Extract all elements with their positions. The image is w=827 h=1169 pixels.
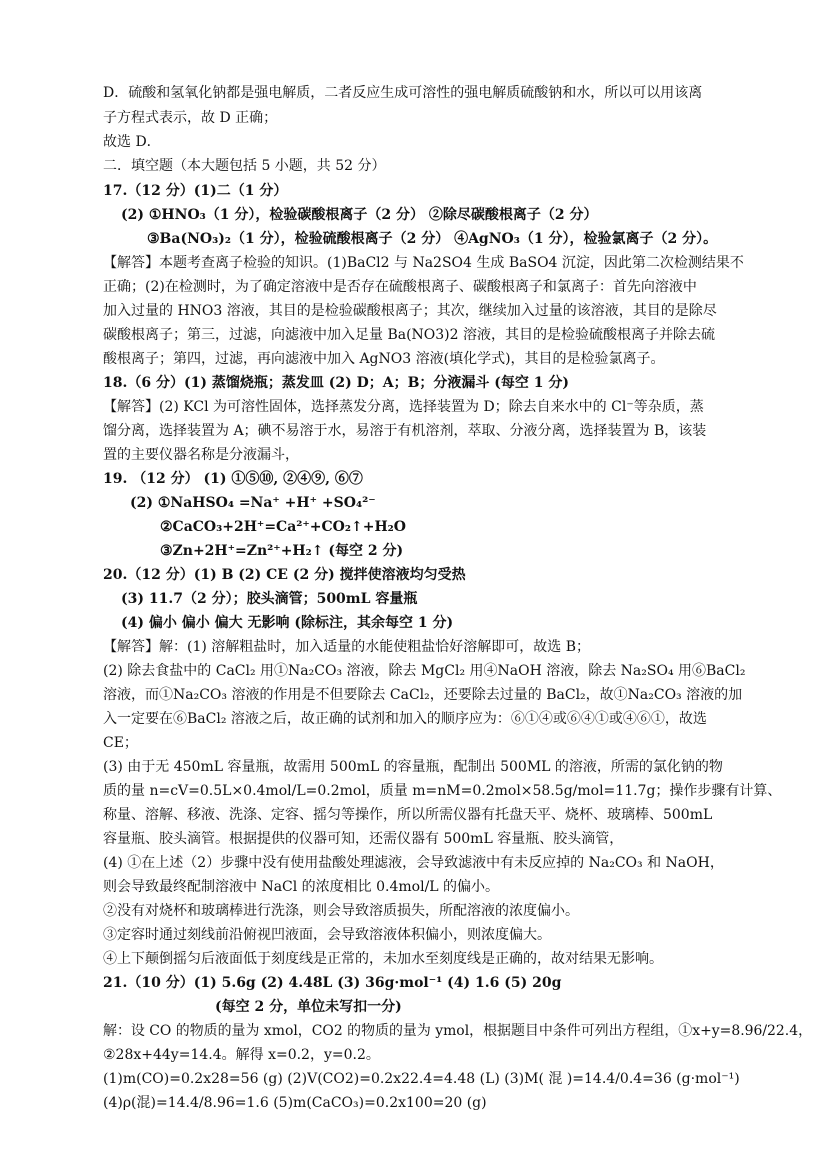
- text-line-17: 19. （12 分） (1) ①⑤⑩, ②④⑨, ⑥⑦: [103, 471, 363, 487]
- text-line-41: ②28x+44y=14.4。解得 x=0.2，y=0.2。: [103, 1047, 380, 1063]
- text-line-38: 21.（10 分）(1) 5.6g (2) 4.48L (3) 36g·mol⁻¹ (4) 1.6 (5) 20g: [103, 975, 562, 991]
- text-line-35: ②没有对烧杯和玻璃棒进行洗涤，则会导致溶质损失，所配溶液的浓度偏小。: [103, 903, 579, 919]
- text-line-2: 子方程式表示，故 D 正确；: [103, 110, 278, 126]
- text-line-25: (2) 除去食盐中的 CaCl₂ 用①Na₂CO₃ 溶液，除去 MgCl₂ 用④NaOH 溶液，除去 Na₂SO₄ 用⑥BaCl₂: [103, 663, 746, 679]
- text-line-26: 溶液，而①Na₂CO₃ 溶液的作用是不但要除去 CaCl₂，还要除去过量的 BaCl₂，故①Na₂CO₃ 溶液的加: [103, 687, 743, 703]
- text-line-43: (4)ρ(混)=14.4/8.96=1.6 (5)m(CaCO₃)=0.2x100=20 (g): [103, 1095, 487, 1111]
- text-line-5: 17.（12 分）(1)二（1 分）: [103, 183, 288, 199]
- text-line-34: 则会导致最终配制溶液中 NaCl 的浓度相比 0.4mol/L 的偏小。: [103, 879, 500, 895]
- text-line-4: 二．填空题（本大题包括 5 小题，共 52 分）: [103, 158, 386, 174]
- text-line-32: 容量瓶、胶头滴管。根据提供的仪器可知，还需仪器有 500mL 容量瓶、胶头滴管，: [103, 831, 624, 847]
- text-line-33: (4) ①在上述（2）步骤中没有使用盐酸处理滤液，会导致滤液中有未反应掉的 Na₂CO₃ 和 NaOH，: [103, 855, 724, 871]
- text-line-21: 20.（12 分）(1) B (2) CE (2 分) 搅拌使溶液均匀受热: [103, 567, 466, 583]
- text-line-24: 【解答】解：(1) 溶解粗盐时，加入适量的水能使粗盐恰好溶解即可，故选 B；: [103, 639, 591, 655]
- text-line-7: ③Ba(NO₃)₂（1 分），检验硫酸根离子（2 分） ④AgNO₃（1 分），检验氯离子（2 分）。: [147, 231, 718, 247]
- text-line-39: (每空 2 分，单位未写扣一分): [215, 999, 402, 1015]
- text-line-40: 解：设 CO 的物质的量为 xmol，CO2 的物质的量为 ymol，根据题目中条件可列出方程组，①x+y=8.96/22.4，: [103, 1023, 813, 1039]
- text-line-3: 故选 D．: [103, 134, 161, 150]
- text-line-36: ③定容时通过刻线前沿俯视凹液面，会导致溶液体积偏小，则浓度偏大。: [103, 927, 551, 943]
- text-line-22: (3) 11.7（2 分）；胶头滴管；500mL 容量瓶: [121, 591, 418, 607]
- text-line-16: 置的主要仪器名称是分液漏斗，: [103, 447, 299, 463]
- text-line-15: 馏分离，选择装置为 A；碘不易溶于水，易溶于有机溶剂，萃取、分液分离，选择装置为 B，该装: [103, 423, 707, 439]
- text-line-42: (1)m(CO)=0.2x28=56 (g) (2)V(CO2)=0.2x22.4=4.48 (L) (3)M( 混 )=14.4/0.4=36 (g·mol⁻¹): [103, 1071, 740, 1087]
- text-line-1: D．硫酸和氢氧化钠都是强电解质，二者反应生成可溶性的强电解质硫酸钠和水，所以可以用该离: [103, 85, 703, 101]
- text-line-19: ②CaCO₃+2H⁺=Ca²⁺+CO₂↑+H₂O: [160, 519, 407, 535]
- text-line-18: (2) ①NaHSO₄ =Na⁺ +H⁺ +SO₄²⁻: [130, 495, 376, 511]
- text-line-30: 质的量 n=cV=0.5L×0.4mol/L=0.2mol，质量 m=nM=0.2mol×58.5g/mol=11.7g；操作步骤有计算、: [103, 783, 782, 799]
- text-line-13: 18.（6 分）(1) 蒸馏烧瓶；蒸发皿 (2) D；A；B；分液漏斗 (每空 1 分): [103, 375, 570, 391]
- text-line-20: ③Zn+2H⁺=Zn²⁺+H₂↑ (每空 2 分): [160, 543, 404, 559]
- text-line-6: (2) ①HNO₃（1 分），检验碳酸根离子（2 分） ②除尽碳酸根离子（2 分）: [121, 207, 598, 223]
- text-line-9: 正确；(2)在检测时，为了确定溶液中是否存在硫酸根离子、碳酸根离子和氯离子：首先向溶液中: [103, 279, 697, 295]
- text-line-29: (3) 由于无 450mL 容量瓶，故需用 500mL 的容量瓶，配制出 500ML 的溶液，所需的氯化钠的物: [103, 759, 723, 775]
- text-line-28: CE；: [103, 735, 138, 751]
- text-line-8: 【解答】本题考查离子检验的知识。(1)BaCl2 与 Na2SO4 生成 BaSO4 沉淀，因此第二次检测结果不: [103, 255, 744, 271]
- text-line-31: 称量、溶解、移液、洗涤、定容、摇匀等操作，所以所需仪器有托盘天平、烧杯、玻璃棒、500mL: [103, 807, 713, 823]
- text-line-14: 【解答】(2) KCl 为可溶性固体，选择蒸发分离，选择装置为 D；除去自来水中的 Cl⁻等杂质，蒸: [103, 399, 704, 415]
- text-line-27: 入一定要在⑥BaCl₂ 溶液之后，故正确的试剂和加入的顺序应为：⑥①④或⑥④①或④⑥①，故选: [103, 711, 707, 727]
- text-line-37: ④上下颠倒摇匀后液面低于刻度线是正常的，未加水至刻度线是正确的，故对结果无影响。: [103, 951, 663, 967]
- text-line-11: 碳酸根离子；第三，过滤，向滤液中加入足量 Ba(NO3)2 溶液，其目的是检验硫酸根离子并除去硫: [103, 327, 715, 343]
- text-line-10: 加入过量的 HNO3 溶液，其目的是检验碳酸根离子；其次，继续加入过量的该溶液，其目的是除尽: [103, 303, 717, 319]
- text-line-12: 酸根离子；第四，过滤，再向滤液中加入 AgNO3 溶液(填化学式)，其目的是检验氯离子。: [103, 351, 665, 367]
- text-line-23: (4) 偏小 偏小 偏大 无影响 (除标注，其余每空 1 分): [121, 615, 454, 631]
